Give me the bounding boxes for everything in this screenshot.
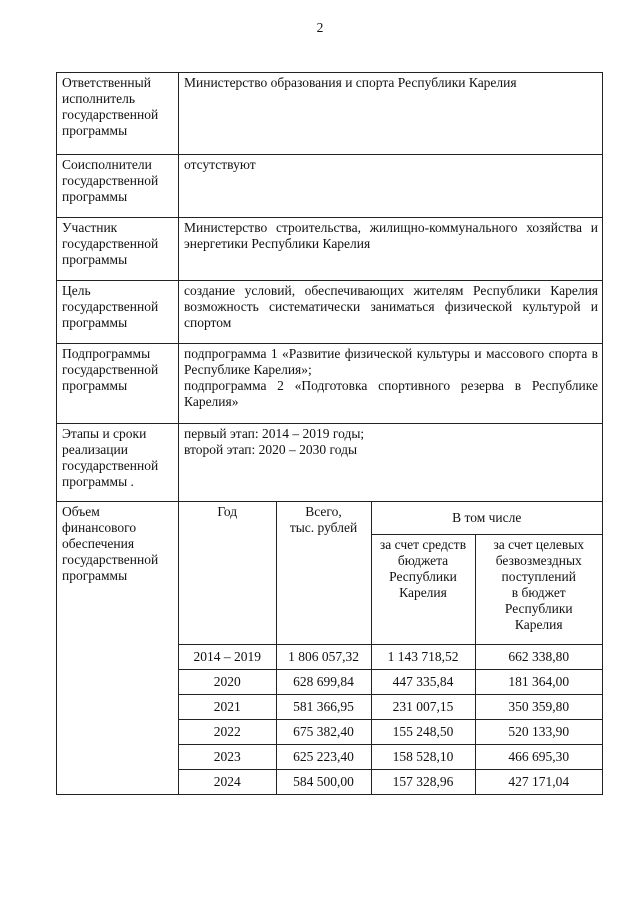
subprogram-1: подпрограмма 1 «Развитие физической культуры и массового спорта в Республике Карелия»;	[184, 346, 598, 377]
header-including: В том числе	[371, 502, 602, 534]
table-row	[179, 644, 602, 669]
cell-year: 2014 – 2019	[179, 644, 276, 669]
stage-2: второй этап: 2020 – 2030 годы	[184, 442, 358, 457]
cell-budget: 155 248,50	[371, 719, 475, 744]
cell-grants: 181 364,00	[475, 669, 602, 694]
passport-label: Подпрограммы государственной программы	[57, 344, 179, 424]
passport-row-participant	[57, 218, 603, 281]
financing-table	[179, 502, 602, 794]
passport-label: Соисполнители государственной программы	[57, 155, 179, 218]
cell-budget: 1 143 718,52	[371, 644, 475, 669]
cell-grants: 520 133,90	[475, 719, 602, 744]
cell-budget: 447 335,84	[371, 669, 475, 694]
passport-value	[179, 344, 603, 424]
cell-year: 2021	[179, 694, 276, 719]
passport-value: Министерство строительства, жилищно-коммунального хозяйства и энергетики Республики Карелия	[179, 218, 603, 281]
passport-label: Цель государственной программы	[57, 281, 179, 344]
table-row	[179, 744, 602, 769]
table-row	[179, 769, 602, 794]
passport-label: Ответственный исполнитель государственной программы	[57, 73, 179, 155]
cell-total: 1 806 057,32	[276, 644, 371, 669]
table-row	[179, 669, 602, 694]
header-grants: за счет целевых безвозмездных поступлений в бюджет Республики Карелия	[475, 534, 602, 644]
passport-value: создание условий, обеспечивающих жителям Республики Карелия возможность систематически заниматься физической культурой и спортом	[179, 281, 603, 344]
cell-grants: 466 695,30	[475, 744, 602, 769]
passport-row-subprograms	[57, 344, 603, 424]
cell-year: 2023	[179, 744, 276, 769]
passport-value: отсутствуют	[179, 155, 603, 218]
subprogram-2: подпрограмма 2 «Подготовка спортивного резерва в Республике Карелия»	[184, 378, 598, 409]
cell-total: 581 366,95	[276, 694, 371, 719]
cell-grants: 427 171,04	[475, 769, 602, 794]
passport-label: Объем финансового обеспечения государственной программы	[57, 502, 179, 795]
passport-value: Министерство образования и спорта Республики Карелия	[179, 73, 603, 155]
financing-header-row	[179, 502, 602, 534]
program-passport-table	[56, 72, 603, 795]
cell-grants: 662 338,80	[475, 644, 602, 669]
cell-grants: 350 359,80	[475, 694, 602, 719]
stage-1: первый этап: 2014 – 2019 годы;	[184, 426, 365, 441]
cell-total: 628 699,84	[276, 669, 371, 694]
table-row	[179, 719, 602, 744]
passport-row-goal	[57, 281, 603, 344]
passport-row-responsible	[57, 73, 603, 155]
passport-row-financing	[57, 502, 603, 795]
cell-budget: 158 528,10	[371, 744, 475, 769]
header-total: Всего, тыс. рублей	[276, 502, 371, 644]
passport-label: Участник государственной программы	[57, 218, 179, 281]
table-row	[179, 694, 602, 719]
header-budget: за счет средств бюджета Республики Карелия	[371, 534, 475, 644]
cell-budget: 231 007,15	[371, 694, 475, 719]
passport-value	[179, 424, 603, 502]
page-number: 2	[316, 20, 324, 35]
header-year: Год	[179, 502, 276, 644]
passport-label: Этапы и сроки реализации государственной программы .	[57, 424, 179, 502]
cell-year: 2024	[179, 769, 276, 794]
passport-row-stages	[57, 424, 603, 502]
cell-total: 625 223,40	[276, 744, 371, 769]
passport-row-coexecutors	[57, 155, 603, 218]
cell-total: 675 382,40	[276, 719, 371, 744]
financing-table-cell	[179, 502, 603, 795]
cell-budget: 157 328,96	[371, 769, 475, 794]
cell-year: 2020	[179, 669, 276, 694]
cell-total: 584 500,00	[276, 769, 371, 794]
cell-year: 2022	[179, 719, 276, 744]
